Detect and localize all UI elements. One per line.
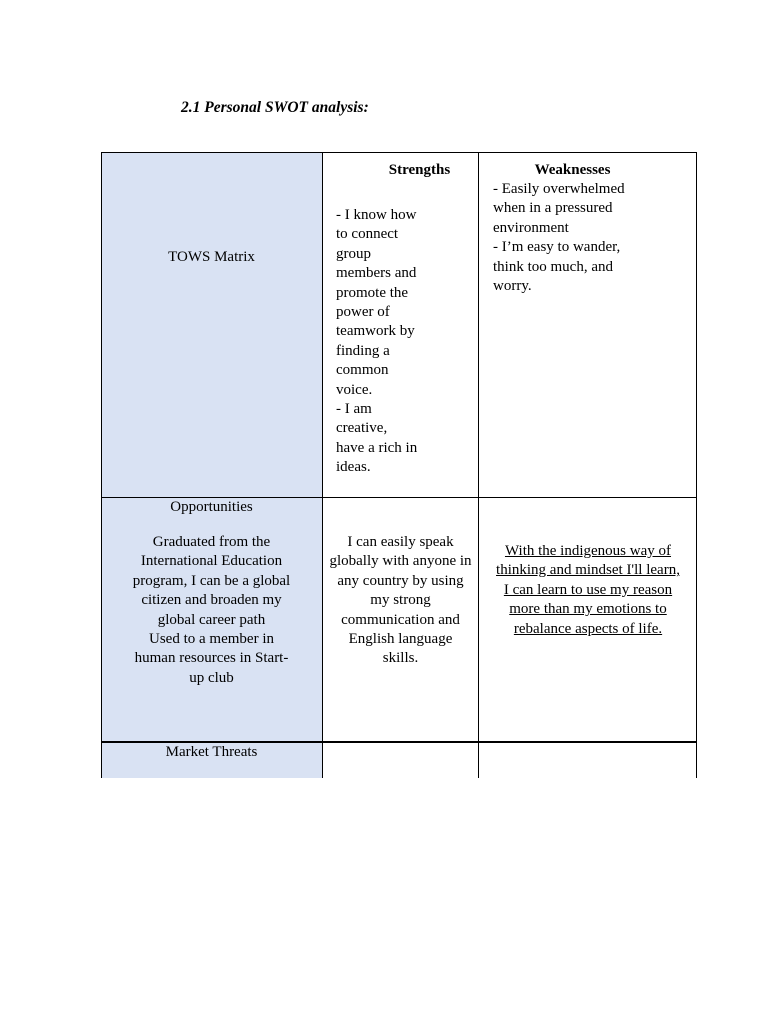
weaknesses-text xyxy=(493,180,693,296)
opportunities-line: International Education xyxy=(140,553,283,570)
wo-strategy-line: more than my emotions to xyxy=(509,601,667,618)
so-strategy-text xyxy=(322,533,479,669)
strengths-line: voice. xyxy=(336,381,373,398)
weaknesses-line: worry. xyxy=(493,278,532,295)
row-divider xyxy=(101,741,697,743)
tows-matrix-table xyxy=(101,152,697,778)
row-divider xyxy=(101,497,697,498)
strengths-line: ideas. xyxy=(336,459,371,476)
tows-matrix-label: TOWS Matrix xyxy=(168,249,255,265)
strengths-line: - I know how xyxy=(336,207,417,223)
opportunities-line: up club xyxy=(189,669,234,686)
table-border-right xyxy=(696,152,697,778)
so-strategy-line: any country by using xyxy=(337,572,464,589)
opportunities-line: citizen and broaden my xyxy=(141,592,282,609)
so-strategy-line: globally with anyone in xyxy=(329,553,472,570)
column-divider xyxy=(322,152,323,778)
strengths-line: members and xyxy=(336,265,417,282)
strengths-line: finding a xyxy=(336,342,390,359)
so-strategy-line: English language xyxy=(348,631,453,648)
opportunities-line: program, I can be a global xyxy=(132,572,291,589)
so-strategy-line: skills. xyxy=(382,650,419,667)
opportunities-header: Opportunities xyxy=(170,499,253,515)
strengths-line: common xyxy=(336,362,389,379)
wo-strategy-line: thinking and mindset I'll learn, xyxy=(496,562,680,579)
opportunities-line: Graduated from the xyxy=(152,534,271,550)
strengths-line: to connect xyxy=(336,226,399,243)
strengths-line: teamwork by xyxy=(336,323,415,340)
wo-strategy-line: rebalance aspects of life. xyxy=(513,620,663,637)
weaknesses-line: environment xyxy=(493,219,569,236)
section-heading: 2.1 Personal SWOT analysis: xyxy=(181,99,369,116)
wo-strategy-text xyxy=(479,542,697,639)
so-strategy-line: I can easily speak xyxy=(347,534,454,550)
strengths-line: promote the xyxy=(336,284,409,301)
strengths-line: - I am xyxy=(336,401,372,418)
weaknesses-line: when in a pressured xyxy=(493,200,613,217)
weaknesses-line: - I’m easy to wander, xyxy=(493,239,621,256)
strengths-line: group xyxy=(336,245,371,262)
strengths-line: have a rich in xyxy=(336,439,418,456)
strengths-line: creative, xyxy=(336,420,388,437)
opportunities-line: human resources in Start- xyxy=(134,650,289,667)
wo-strategy-line: With the indigenous way of xyxy=(504,543,672,559)
strengths-text xyxy=(336,206,476,478)
weaknesses-header: Weaknesses xyxy=(534,162,611,178)
tows-matrix-label-cell xyxy=(101,248,322,267)
weaknesses-line: think too much, and xyxy=(493,258,613,275)
table-border-left xyxy=(101,152,102,778)
table-border-top xyxy=(101,152,697,153)
threats-header: Market Threats xyxy=(165,744,258,760)
opportunities-text xyxy=(101,533,322,688)
so-strategy-line: my strong xyxy=(370,592,431,609)
column-divider xyxy=(478,152,479,778)
so-strategy-line: communication and xyxy=(341,611,460,628)
strengths-line: power of xyxy=(336,304,390,321)
opportunities-line: Used to a member in xyxy=(149,631,274,648)
wo-strategy-line: I can learn to use my reason xyxy=(503,581,673,598)
weaknesses-line: - Easily overwhelmed xyxy=(493,181,625,197)
strengths-header: Strengths xyxy=(388,162,451,178)
opportunities-line: global career path xyxy=(157,611,266,628)
